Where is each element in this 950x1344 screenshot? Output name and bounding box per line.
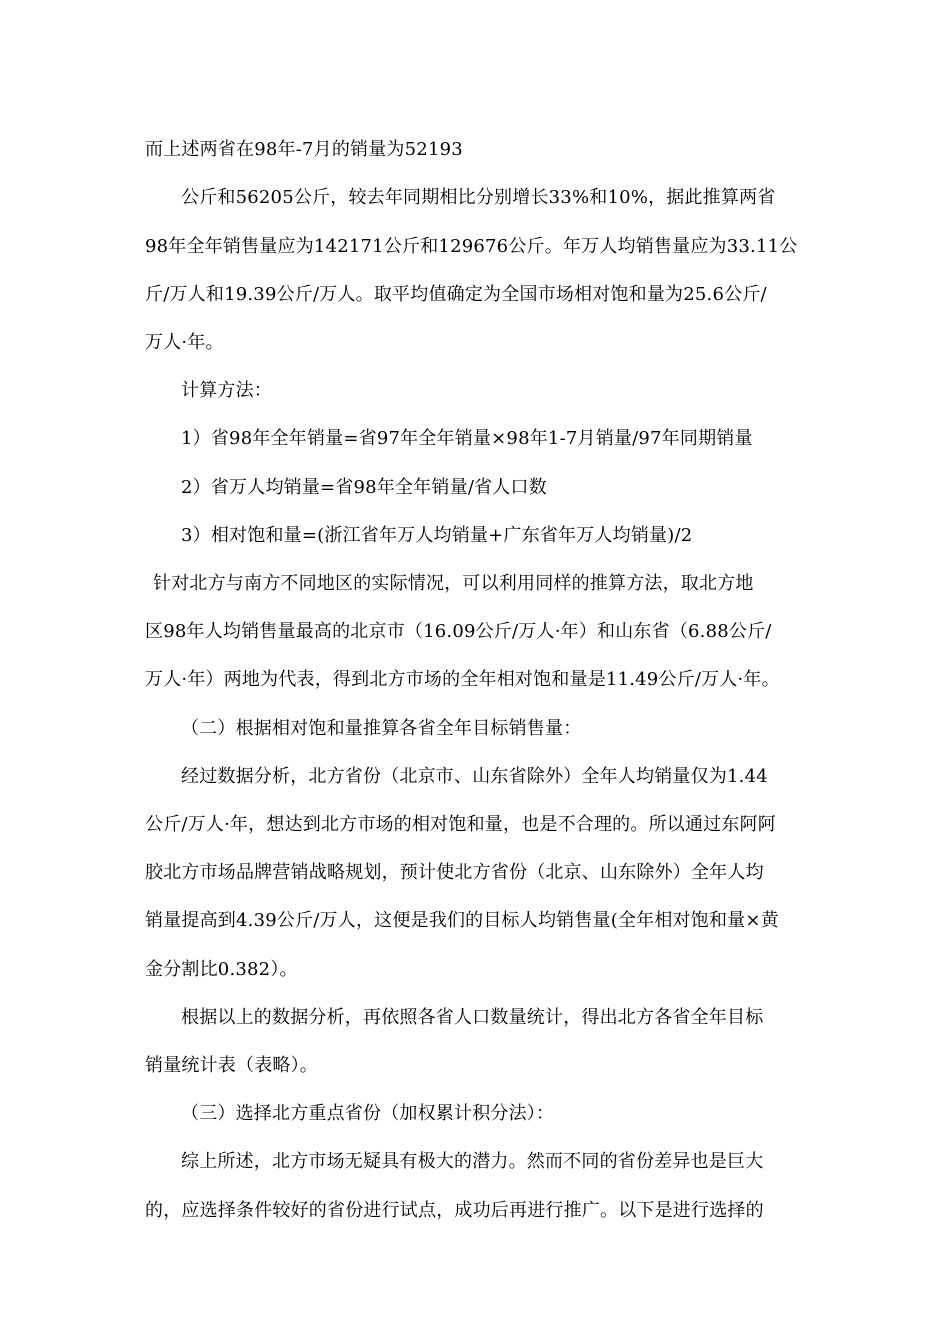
text-line: 而上述两省在98年-7月的销量为52193 xyxy=(145,139,463,160)
text-line: 斤/万人和19.39公斤/万人。取平均值确定为全国市场相对饱和量为25.6公斤/ xyxy=(145,284,767,305)
section-heading: （三）选择北方重点省份（加权累计积分法）： xyxy=(181,1103,555,1124)
text-line: 胶北方市场品牌营销战略规划，预计使北方省份（北京、山东除外）全年人均 xyxy=(145,862,764,883)
text-line: 根据以上的数据分析，再依照各省人口数量统计，得出北方各省全年目标 xyxy=(181,1007,764,1028)
section-heading: （二）根据相对饱和量推算各省全年目标销售量： xyxy=(181,718,582,739)
text-line: 金分割比0.382）。 xyxy=(145,959,298,980)
text-line: 计算方法： xyxy=(181,380,272,401)
text-line: 区98年人均销售量最高的北京市（16.09公斤/万人·年）和山东省（6.88公斤/ xyxy=(145,621,772,642)
formula-line: 2）省万人均销量=省98年全年销量/省人口数 xyxy=(181,477,547,498)
formula-line: 3）相对饱和量=(浙江省年万人均销量+广东省年万人均销量)/2 xyxy=(181,525,693,546)
text-line: 万人·年。 xyxy=(145,332,224,353)
text-line: 销量统计表（表略）。 xyxy=(145,1055,318,1076)
text-line: 公斤和56205公斤，较去年同期相比分别增长33%和10%，据此推算两省 xyxy=(181,187,776,208)
text-line: 针对北方与南方不同地区的实际情况，可以利用同样的推算方法，取北方地 xyxy=(153,573,754,594)
text-line: 公斤/万人·年，想达到北方市场的相对饱和量，也是不合理的。所以通过东阿阿 xyxy=(145,814,776,835)
text-line: 经过数据分析，北方省份（北京市、山东省除外）全年人均销量仅为1.44 xyxy=(181,766,768,787)
text-line: 98年全年销售量应为142171公斤和129676公斤。年万人均销售量应为33.11公 xyxy=(145,236,798,257)
formula-line: 1）省98年全年销量=省97年全年销量×98年1-7月销量/97年同期销量 xyxy=(181,428,753,449)
text-line: 综上所述，北方市场无疑具有极大的潜力。然而不同的省份差异也是巨大 xyxy=(181,1151,764,1172)
text-line: 销量提高到4.39公斤/万人，这便是我们的目标人均销售量(全年相对饱和量×黄 xyxy=(145,910,779,931)
text-line: 的，应选择条件较好的省份进行试点，成功后再进行推广。以下是进行选择的 xyxy=(145,1200,764,1221)
text-line: 万人·年）两地为代表，得到北方市场的全年相对饱和量是11.49公斤/万人·年。 xyxy=(145,669,780,690)
